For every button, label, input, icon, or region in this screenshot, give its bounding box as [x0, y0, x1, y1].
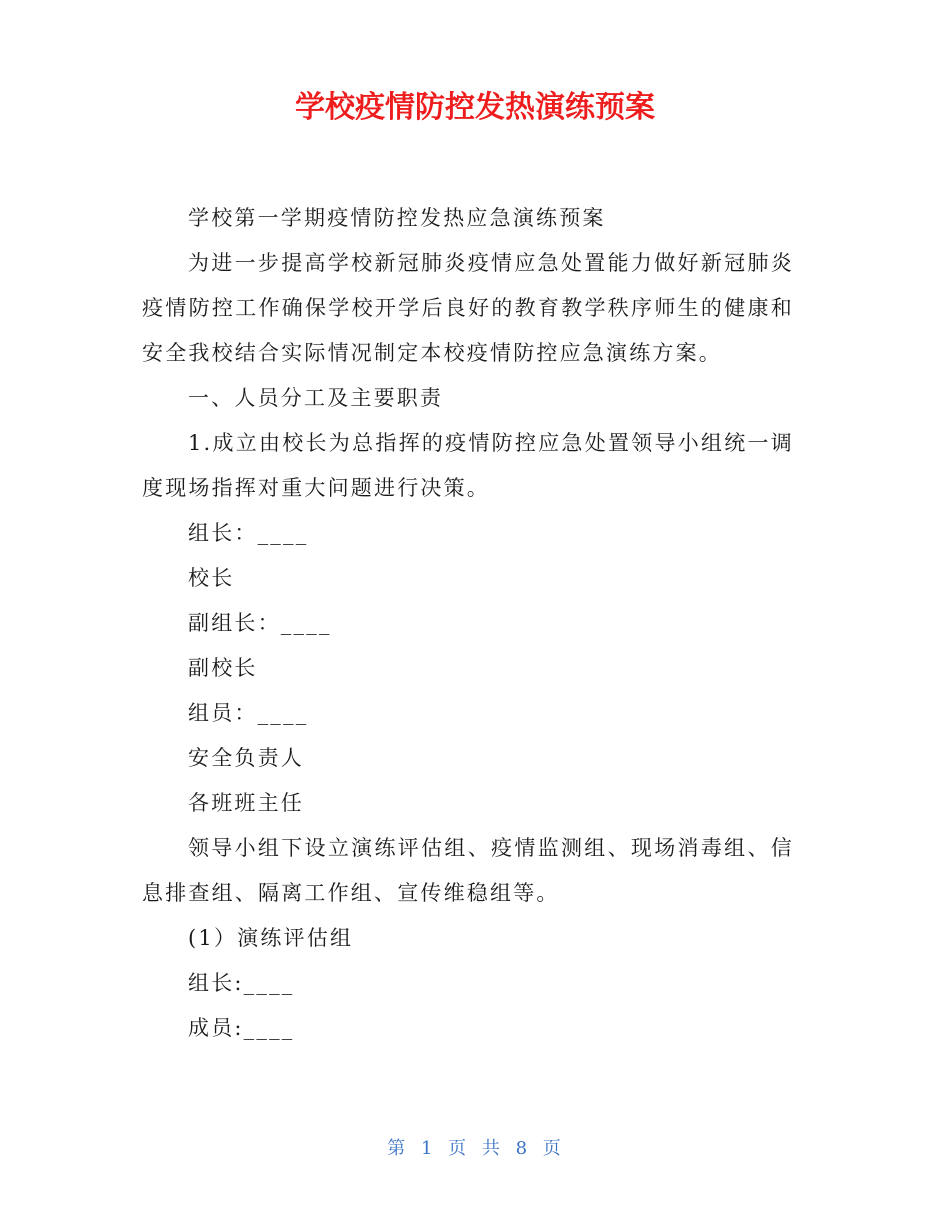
line-members: 组员：____ — [188, 701, 309, 725]
page-number-footer: 第 1 页 共 8 页 — [387, 1138, 563, 1159]
line-group-leader: 组长：____ — [188, 521, 309, 545]
paragraph-intro: 为进一步提高学校新冠肺炎疫情应急处置能力做好新冠肺炎疫情防控工作确保学校开学后良好的教育教学秩序师生的健康和安全我校结合实际情况制定本校疫情防控应急演练方案。 — [142, 251, 794, 365]
document-body — [142, 196, 794, 1051]
document-title: 学校疫情防控发热演练预案 — [295, 90, 655, 125]
line-eval-members: 成员:____ — [188, 1016, 295, 1040]
subheading-evaluation-group: (1）演练评估组 — [188, 926, 354, 950]
line-safety-officer: 安全负责人 — [188, 746, 304, 770]
paragraph-subtitle: 学校第一学期疫情防控发热应急演练预案 — [188, 206, 606, 230]
paragraph-subgroups: 领导小组下设立演练评估组、疫情监测组、现场消毒组、信息排查组、隔离工作组、宣传维稳组等。 — [142, 836, 794, 905]
line-class-teachers: 各班班主任 — [188, 791, 304, 815]
line-eval-leader: 组长:____ — [188, 971, 295, 995]
section-heading-staffing: 一、人员分工及主要职责 — [188, 386, 444, 410]
line-principal: 校长 — [188, 566, 235, 590]
line-vice-principal: 副校长 — [188, 656, 258, 680]
line-deputy-leader: 副组长：____ — [188, 611, 332, 635]
paragraph-leadership-group: 1.成立由校长为总指挥的疫情防控应急处置领导小组统一调度现场指挥对重大问题进行决策。 — [142, 431, 794, 500]
